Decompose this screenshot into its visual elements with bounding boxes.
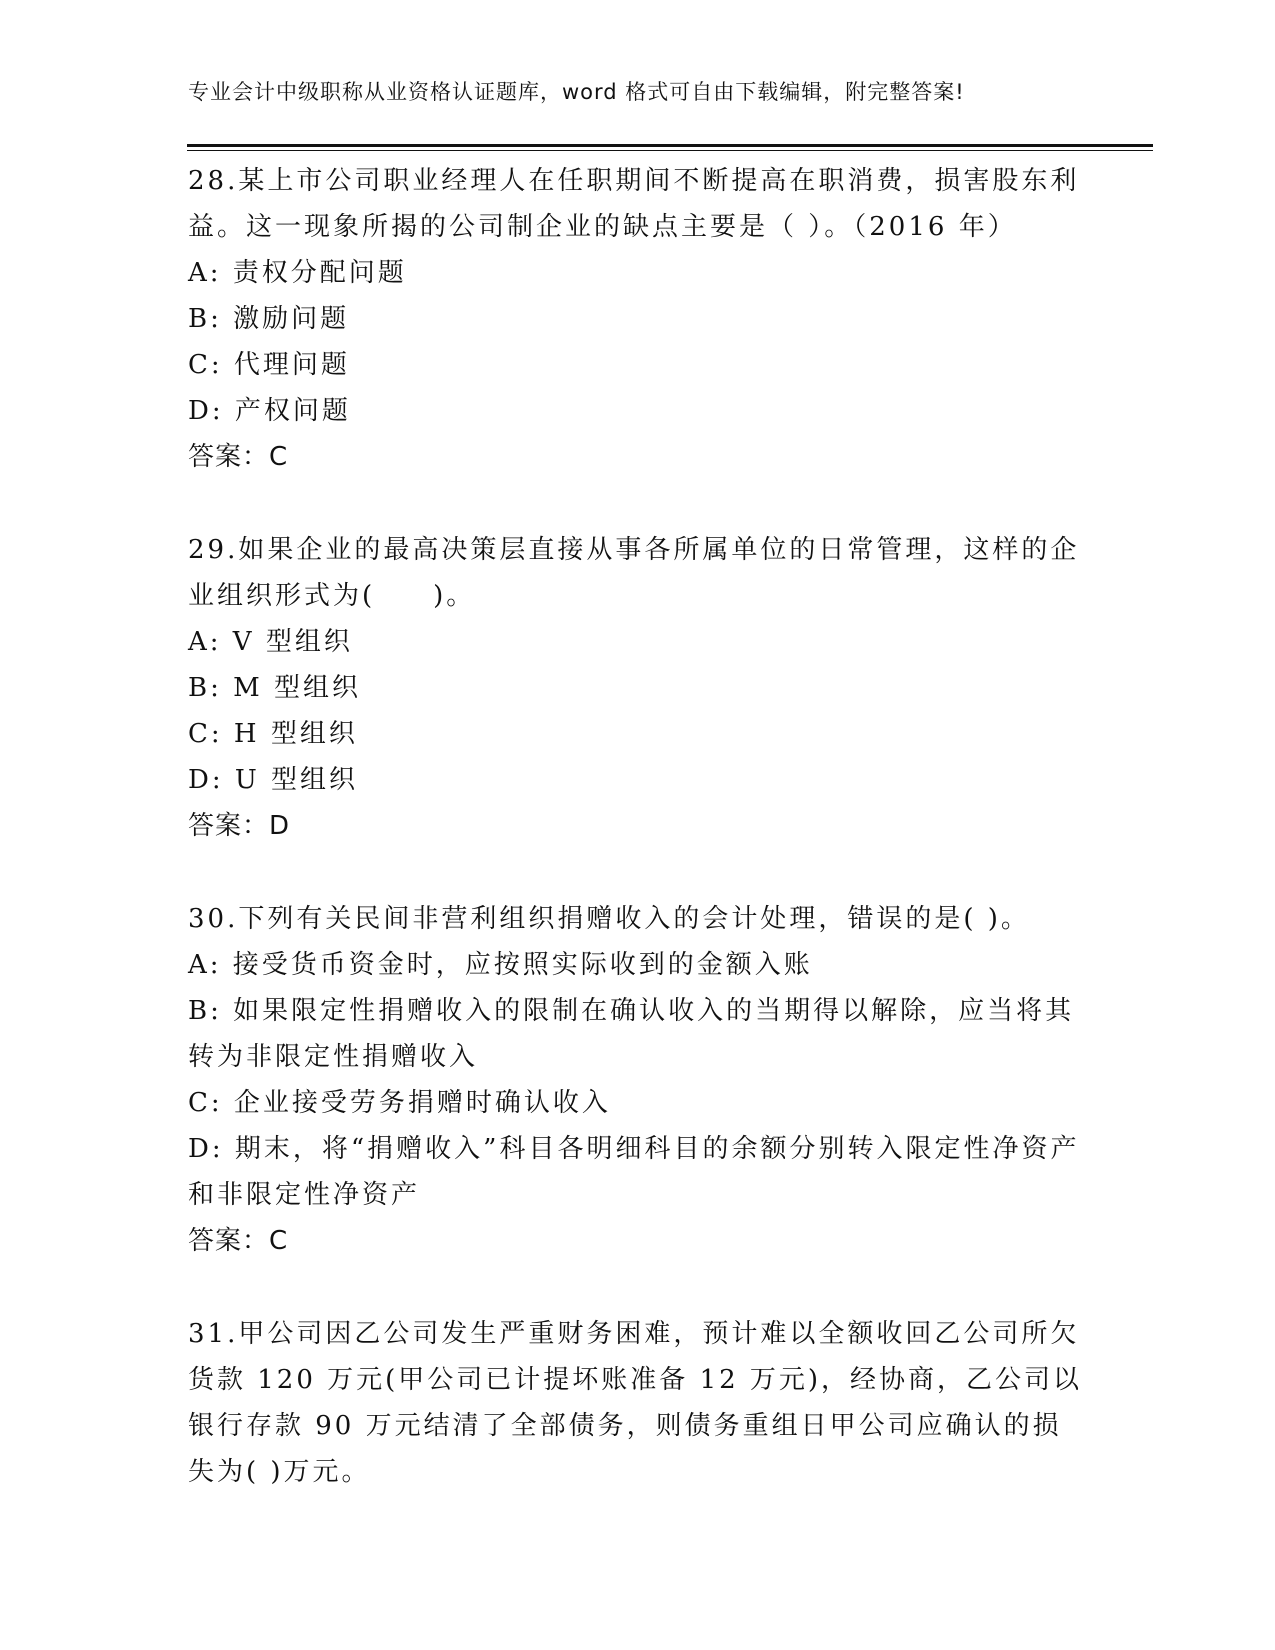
header-rule-thin xyxy=(187,150,1153,151)
page-header: 专业会计中级职称从业资格认证题库，word 格式可自由下载编辑，附完整答案! xyxy=(188,80,965,104)
question-28 xyxy=(188,158,1088,480)
question-list xyxy=(188,158,1088,1542)
option-b: B: 如果限定性捐赠收入的限制在确认收入的当期得以解除，应当将其转为非限定性捐赠收入 xyxy=(188,996,1075,1072)
option-a: A: 责权分配问题 xyxy=(188,258,407,288)
option-d: D: U 型组织 xyxy=(188,765,359,795)
question-29 xyxy=(188,527,1088,849)
option-c: C: H 型组织 xyxy=(188,719,358,749)
question-stem: 28.某上市公司职业经理人在任职期间不断提高在职消费，损害股东利益。这一现象所揭的公司制企业的缺点主要是（ ）。（2016 年） xyxy=(188,166,1080,242)
question-stem: 29.如果企业的最高决策层直接从事各所属单位的日常管理，这样的企业组织形式为( )。 xyxy=(188,535,1080,611)
answer-line: 答案：D xyxy=(188,811,291,841)
question-31 xyxy=(188,1311,1088,1495)
answer-line: 答案：C xyxy=(188,1226,289,1256)
option-b: B: 激励问题 xyxy=(188,304,350,334)
option-d: D: 产权问题 xyxy=(188,396,351,426)
option-b: B: M 型组织 xyxy=(188,673,362,703)
question-30 xyxy=(188,896,1088,1264)
option-c: C: 代理问题 xyxy=(188,350,350,380)
option-d: D: 期末，将“捐赠收入”科目各明细科目的余额分别转入限定性净资产和非限定性净资产 xyxy=(188,1134,1080,1210)
option-a: A: V 型组织 xyxy=(188,627,353,657)
header-rule-thick xyxy=(187,144,1153,147)
question-stem: 31.甲公司因乙公司发生严重财务困难，预计难以全额收回乙公司所欠货款 120 万元(甲公司已计提坏账准备 12 万元)，经协商，乙公司以银行存款 90 万元结清了全部债务，则债务重组日甲公司应确认的损失为( )万元。 xyxy=(188,1319,1083,1487)
answer-line: 答案：C xyxy=(188,442,289,472)
option-a: A: 接受货币资金时，应按照实际收到的金额入账 xyxy=(188,950,813,980)
option-c: C: 企业接受劳务捐赠时确认收入 xyxy=(188,1088,611,1118)
question-stem: 30.下列有关民间非营利组织捐赠收入的会计处理，错误的是( )。 xyxy=(188,904,1030,934)
